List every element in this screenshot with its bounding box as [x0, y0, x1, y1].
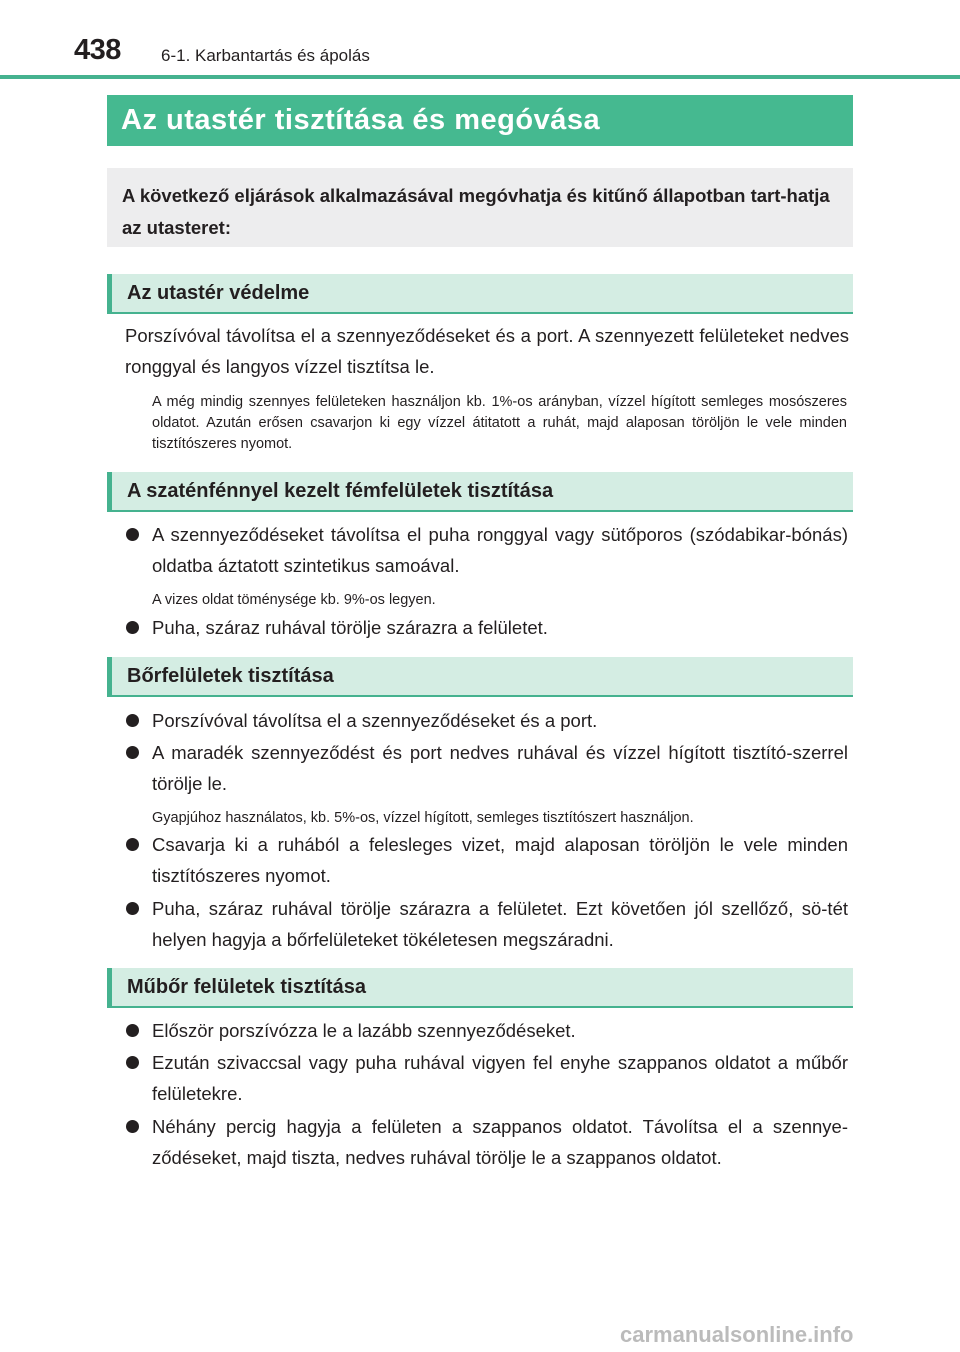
bullet-icon — [126, 746, 139, 759]
main-title-bar — [107, 95, 853, 146]
list-item — [124, 1111, 848, 1173]
list-item-text: Puha, száraz ruhával törölje szárazra a felületet. — [152, 617, 548, 638]
section-heading-text: Az utastér védelme — [127, 282, 310, 304]
list-item-text: Néhány percig hagyja a felületen a szappanos oldatot. Távolítsa el a szennye-ződéseket, majd tiszta, nedves ruhával törölje le a szappanos oldatot. — [152, 1116, 848, 1168]
list-item — [124, 612, 848, 643]
bullet-icon — [126, 528, 139, 541]
bullet-icon — [126, 902, 139, 915]
list-item-text: A maradék szennyeződést és port nedves ruhával és vízzel hígított tisztító-szerrel törölje le. — [152, 742, 848, 794]
section-heading-artificial-leather — [107, 968, 853, 1008]
list-item — [124, 893, 848, 955]
list-item-text: Ezután szivaccsal vagy puha ruhával vigyen fel enyhe szappanos oldatot a műbőr felületekre. — [152, 1052, 848, 1104]
page-header — [0, 0, 960, 80]
list-item-text: Puha, száraz ruhával törölje szárazra a felületet. Ezt követően jól szellőző, sö-tét helyen hagyja a bőrfelületeket tökéletesen megszáradni. — [152, 898, 848, 950]
bullet-icon — [126, 1120, 139, 1133]
page-title: Az utastér tisztítása és megóvása — [121, 104, 601, 136]
heading-marker — [107, 657, 112, 697]
page-number: 438 — [74, 34, 121, 66]
list-item-text: Porszívóval távolítsa el a szennyeződéseket és a port. — [152, 710, 598, 731]
bullet-icon — [126, 1056, 139, 1069]
list-item — [124, 705, 848, 736]
list-item-text: Csavarja ki a ruhából a felesleges vizet, majd alaposan töröljön le vele minden tisztítószeres nyomot. — [152, 834, 848, 886]
list-item — [124, 1047, 848, 1109]
intro-text: A következő eljárások alkalmazásával megóvhatja és kitűnő állapotban tart-hatja az utasteret: — [122, 185, 830, 238]
section-note: A vizes oldat töménysége kb. 9%-os legyen. — [152, 592, 436, 608]
bullet-icon — [126, 838, 139, 851]
list-item — [124, 829, 848, 891]
list-item — [124, 519, 848, 581]
list-item-text: Először porszívózza le a lazább szennyeződéseket. — [152, 1020, 576, 1041]
section-heading-text: Bőrfelületek tisztítása — [127, 665, 334, 687]
bullet-icon — [126, 714, 139, 727]
heading-marker — [107, 968, 112, 1008]
heading-marker — [107, 472, 112, 512]
watermark: carmanualsonline.info — [620, 1322, 854, 1347]
section-note: Gyapjúhoz használatos, kb. 5%-os, vízzel hígított, semleges tisztítószert használjon. — [152, 810, 694, 826]
intro-box — [107, 168, 853, 247]
list-item — [124, 737, 848, 799]
heading-marker — [107, 274, 112, 314]
bullet-icon — [126, 1024, 139, 1037]
list-item — [124, 1015, 848, 1046]
section-heading-satin-metal — [107, 472, 853, 512]
section-heading-interior-protection — [107, 274, 853, 314]
section-heading-text: A szaténfénnyel kezelt fémfelületek tisztítása — [127, 480, 554, 502]
section-path: 6-1. Karbantartás és ápolás — [161, 46, 370, 65]
section-note: A még mindig szennyes felületeken használjon kb. 1%-os arányban, vízzel hígított semleges mosószeres oldatot. Azután erősen csavarjon ki egy vízzel átitatott a ruhát, majd alaposan töröljön le vele minden tisztítószeres nyomot. — [152, 394, 847, 452]
header-rule — [0, 75, 960, 79]
bullet-icon — [126, 621, 139, 634]
section-heading-text: Műbőr felületek tisztítása — [127, 976, 366, 998]
section-heading-leather — [107, 657, 853, 697]
section-body-text: Porszívóval távolítsa el a szennyeződéseket és a port. A szennyezett felületeket nedves ronggyal és langyos vízzel tisztítsa le. — [125, 325, 849, 377]
list-item-text: A szennyeződéseket távolítsa el puha ronggyal vagy sütőporos (szódabikar-bónás) oldatba áztatott szintetikus samoával. — [152, 524, 848, 576]
